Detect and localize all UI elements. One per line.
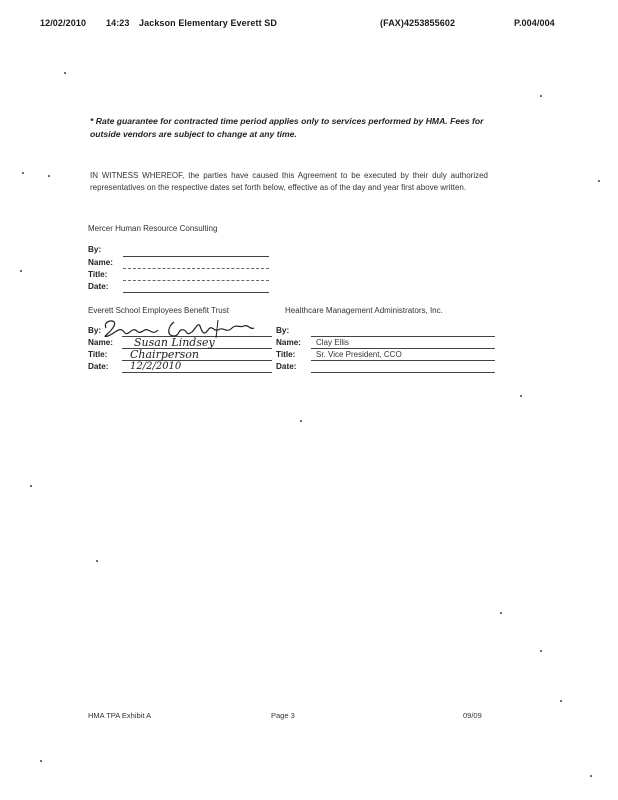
mercer-date-line: [123, 292, 269, 293]
hma-name-line: [311, 348, 495, 349]
hma-signer-name: Clay Ellis: [316, 338, 349, 347]
mercer-date-label: Date:: [88, 282, 109, 291]
fax-sender: Jackson Elementary Everett SD: [139, 18, 277, 28]
mercer-by-label: By:: [88, 245, 102, 254]
mercer-title-label: Title:: [88, 270, 108, 279]
mercer-title-line: [123, 280, 269, 281]
trust-title-label: Title:: [88, 350, 108, 359]
fax-page-number: P.004/004: [514, 18, 555, 28]
trust-date-line: [122, 372, 272, 373]
scan-speck: [540, 95, 542, 97]
trust-org-name: Everett School Employees Benefit Trust: [88, 306, 229, 315]
scan-speck: [96, 560, 98, 562]
scan-speck: [22, 172, 24, 174]
fax-time: 14:23: [106, 18, 130, 28]
hma-by-line: [311, 336, 495, 337]
trust-signer-name: Susan Lindsey: [134, 336, 215, 349]
mercer-name-label: Name:: [88, 258, 114, 267]
mercer-by-line: [123, 256, 269, 257]
hma-date-line: [311, 372, 495, 373]
witness-paragraph: IN WITNESS WHEREOF, the parties have caused this Agreement to be executed by their duly authorized representatives on the respective dates set forth below, effective as of the day and year first above written.: [90, 171, 488, 192]
trust-name-label: Name:: [88, 338, 114, 347]
fax-number: (FAX)4253855602: [380, 18, 456, 28]
scan-speck: [20, 270, 22, 272]
mercer-org-name: Mercer Human Resource Consulting: [88, 224, 218, 233]
scan-speck: [520, 395, 522, 397]
trust-sign-date: 12/2/2010: [130, 361, 182, 372]
footer-right: 09/09: [463, 711, 482, 720]
footer-page: Page 3: [271, 711, 295, 720]
scan-speck: [300, 420, 302, 422]
fax-date: 12/02/2010: [40, 18, 87, 28]
footer-left: HMA TPA Exhibit A: [88, 711, 152, 720]
scan-speck: [560, 700, 562, 702]
scan-speck: [590, 775, 592, 777]
hma-name-label: Name:: [276, 338, 302, 347]
scan-speck: [30, 485, 32, 487]
hma-title-line: [311, 360, 495, 361]
scan-speck: [48, 175, 50, 177]
rate-guarantee-note: * Rate guarantee for contracted time period applies only to services performed by HMA. Fees for outside vendors are subject to change at any time.: [90, 116, 484, 139]
scan-speck: [540, 650, 542, 652]
trust-by-label: By:: [88, 326, 102, 335]
trust-date-label: Date:: [88, 362, 109, 371]
fax-header: [0, 18, 618, 32]
hma-date-label: Date:: [276, 362, 297, 371]
scan-speck: [500, 612, 502, 614]
hma-title-label: Title:: [276, 350, 296, 359]
trust-signer-title: Chairperson: [130, 348, 199, 361]
scan-speck: [40, 760, 42, 762]
scan-speck: [598, 180, 600, 182]
hma-by-label: By:: [276, 326, 290, 335]
hma-org-name: Healthcare Management Administrators, Inc.: [285, 306, 443, 315]
mercer-name-line: [123, 268, 269, 269]
scan-speck: [64, 72, 66, 74]
hma-signer-title: Sr. Vice President, CCO: [316, 350, 402, 359]
